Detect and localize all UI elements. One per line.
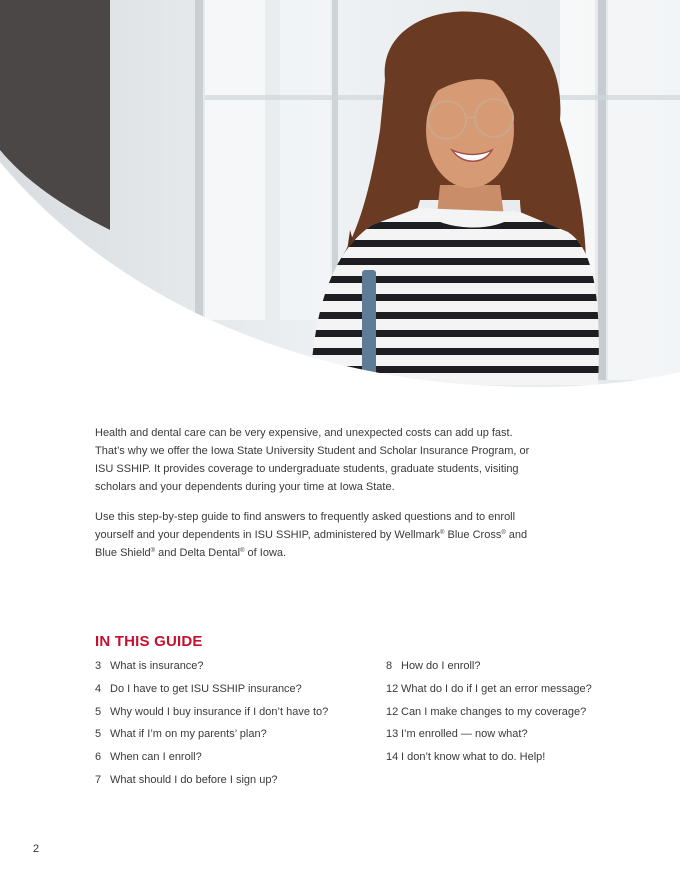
intro-paragraph-2-text: and Delta Dental: [155, 547, 241, 559]
toc-page-number: 5: [95, 705, 102, 718]
toc-item-title: What if I’m on my parents’ plan?: [110, 728, 267, 741]
toc-item[interactable]: [95, 706, 365, 729]
toc-item-title: Why would I buy insurance if I don’t have to?: [110, 705, 329, 718]
intro-paragraph-1: Health and dental care can be very expensive, and unexpected costs can add up fast. That’s why we offer the Iowa State University Student and Scholar Insurance Program, or ISU SSHIP. It provides coverage to undergraduate students, graduate students, visiting scholars and your dependents during your time at Iowa State.: [95, 427, 530, 493]
toc-item[interactable]: [386, 728, 636, 751]
registered-mark: ®: [440, 530, 445, 536]
toc-left-column: [95, 660, 365, 797]
toc-right-column: [386, 660, 636, 774]
toc-item-title: Do I have to get ISU SSHIP insurance?: [110, 682, 302, 695]
intro-paragraph-2-text: and Blue Shield: [95, 529, 528, 559]
toc-item[interactable]: [95, 683, 365, 706]
toc-page-number: 12: [386, 682, 399, 695]
guide-heading: IN THIS GUIDE: [95, 633, 203, 650]
registered-mark: ®: [240, 548, 245, 554]
registered-mark: ®: [501, 530, 506, 536]
toc-item-title: What is insurance?: [110, 660, 204, 672]
hero-photo: [0, 0, 680, 400]
toc-item[interactable]: [95, 728, 365, 751]
toc-item-title: When can I enroll?: [110, 751, 202, 764]
intro-paragraph-2-text: Blue Cross: [444, 529, 502, 541]
toc-item[interactable]: [95, 774, 365, 797]
intro-paragraph-2-text: of Iowa.: [244, 547, 287, 559]
toc-item-title: I’m enrolled — now what?: [401, 728, 528, 741]
toc-item-title: I don’t know what to do. Help!: [401, 751, 546, 764]
toc-item[interactable]: [95, 660, 365, 683]
toc-page-number: 7: [95, 773, 102, 786]
toc-page-number: 4: [95, 682, 102, 695]
intro-paragraph-2-text: Use this step-by-step guide to find answers to frequently asked questions and to enroll yourself and your dependents in ISU SSHIP, administered by Wellmark: [95, 511, 516, 541]
registered-mark: ®: [150, 548, 156, 554]
toc-item-title: What should I do before I sign up?: [110, 773, 278, 786]
toc-page-number: 12: [386, 705, 399, 718]
toc-page-number: 8: [386, 660, 393, 672]
intro-text: [95, 424, 535, 574]
toc-page-number: 13: [386, 728, 399, 741]
toc-page-number: 14: [386, 751, 399, 764]
intro-paragraph-2: [95, 508, 535, 562]
toc-item[interactable]: [386, 660, 636, 683]
toc-item-title: What do I do if I get an error message?: [401, 682, 592, 695]
toc-item[interactable]: [95, 751, 365, 774]
toc-page-number: 3: [95, 660, 102, 672]
toc-page-number: 5: [95, 728, 102, 741]
toc-page-number: 6: [95, 751, 102, 764]
toc-item-title: How do I enroll?: [401, 660, 481, 672]
page-number: 2: [33, 843, 40, 855]
toc-item[interactable]: [386, 706, 636, 729]
toc-item[interactable]: [386, 751, 636, 774]
toc-item-title: Can I make changes to my coverage?: [401, 705, 587, 718]
toc-item[interactable]: [386, 683, 636, 706]
